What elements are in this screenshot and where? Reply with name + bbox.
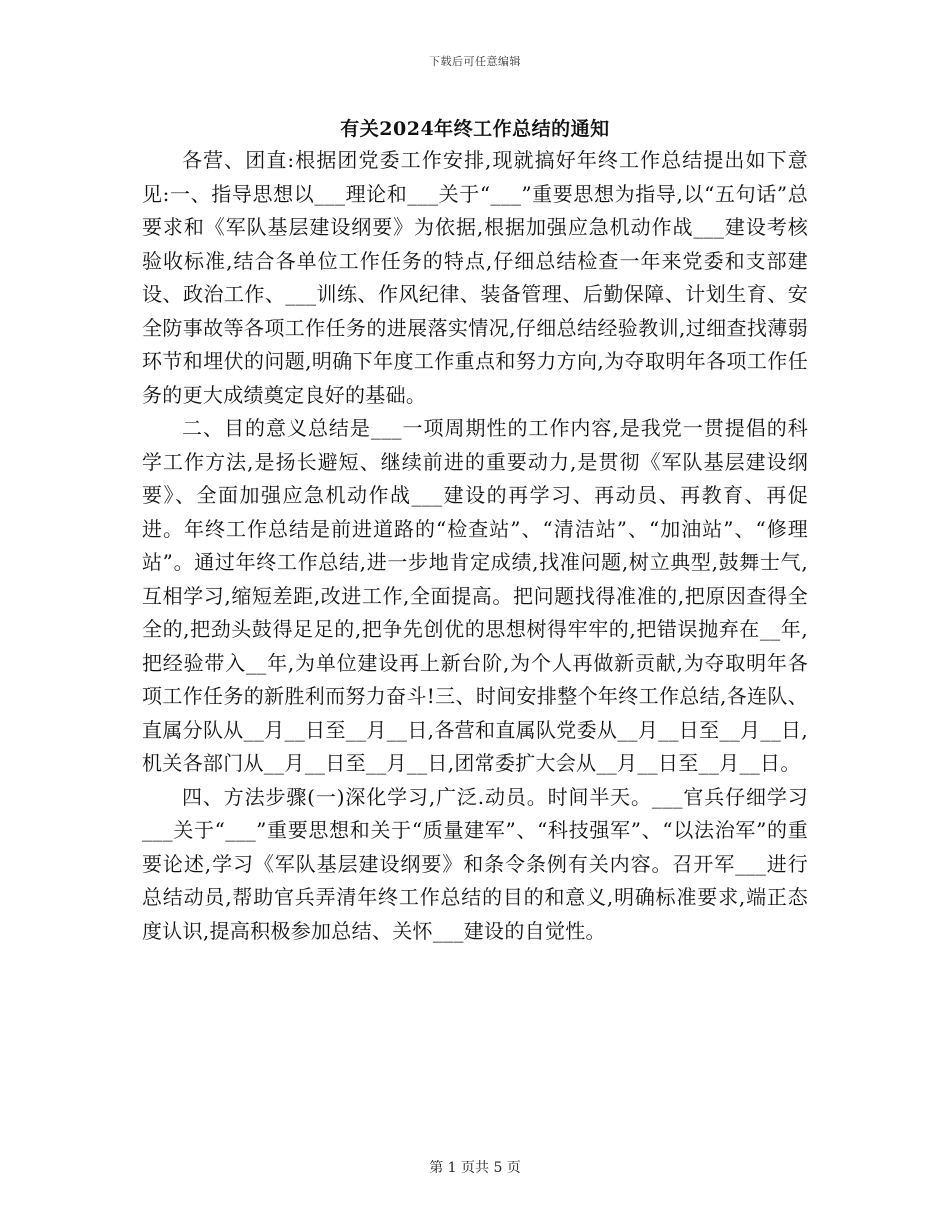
page-indicator: 第 1 页共 5 页 [429, 1160, 521, 1176]
paragraph-3: 四、方法步骤(一)深化学习,广泛.动员。时间半天。___官兵仔细学习___关于“___”重要思想和关于“质量建军”、“科技强军”、“以法治军”的重要论述,学习《军队基层建设纲要》和条令条例有关内容。召开军___进行总结动员,帮助官兵弄清年终工作总结的目的和意义,明确标准要求,端正态度认识,提高积极参加总结、关怀___建设的自觉性。 [142, 784, 808, 943]
document-body [142, 144, 808, 948]
paragraph-2: 二、目的意义总结是___一项周期性的工作内容,是我党一贯提倡的科学工作方法,是扬长避短、继续前进的重要动力,是贯彻《军队基层建设纲要》、全面加强应急机动作战___建设的再学习、再动员、再教育、再促进。年终工作总结是前进道路的“检查站”、“清洁站”、“加油站”、“修理站”。通过年终工作总结,进一步地肯定成绩,找准问题,树立典型,鼓舞士气,互相学习,缩短差距,改进工作,全面提高。把问题找得准准的,把原因查得全全的,把劲头鼓得足足的,把争先创优的思想树得牢牢的,把错误抛弃在__年,把经验带入__年,为单位建设再上新台阶,为个人再做新贡献,为夺取明年各项工作任务的新胜利而努力奋斗!三、时间安排整个年终工作总结,各连队、直属分队从__月__日至__月__日,各营和直属队党委从__月__日至__月__日,机关各部门从__月__日至__月__日,团常委扩大会从__月__日至__月__日。 [142, 416, 808, 775]
paragraph-1: 各营、团直:根据团党委工作安排,现就搞好年终工作总结提出如下意见:一、指导思想以___理论和___关于“___”重要思想为指导,以“五句话”总要求和《军队基层建设纲要》为依据,根据加强应急机动作战___建设考核验收标准,结合各单位工作任务的特点,仔细总结检查一年来党委和支部建设、政治工作、___训练、作风纪律、装备管理、后勤保障、计划生育、安全防事故等各项工作任务的进展落实情况,仔细总结经验教训,过细查找薄弱环节和埋伏的问题,明确下年度工作重点和努力方向,为夺取明年各项工作任务的更大成绩奠定良好的基础。 [142, 148, 808, 407]
download-note: 下载后可任意编辑 [429, 55, 521, 68]
document-title: 有关2024年终工作总结的通知 [340, 118, 610, 140]
